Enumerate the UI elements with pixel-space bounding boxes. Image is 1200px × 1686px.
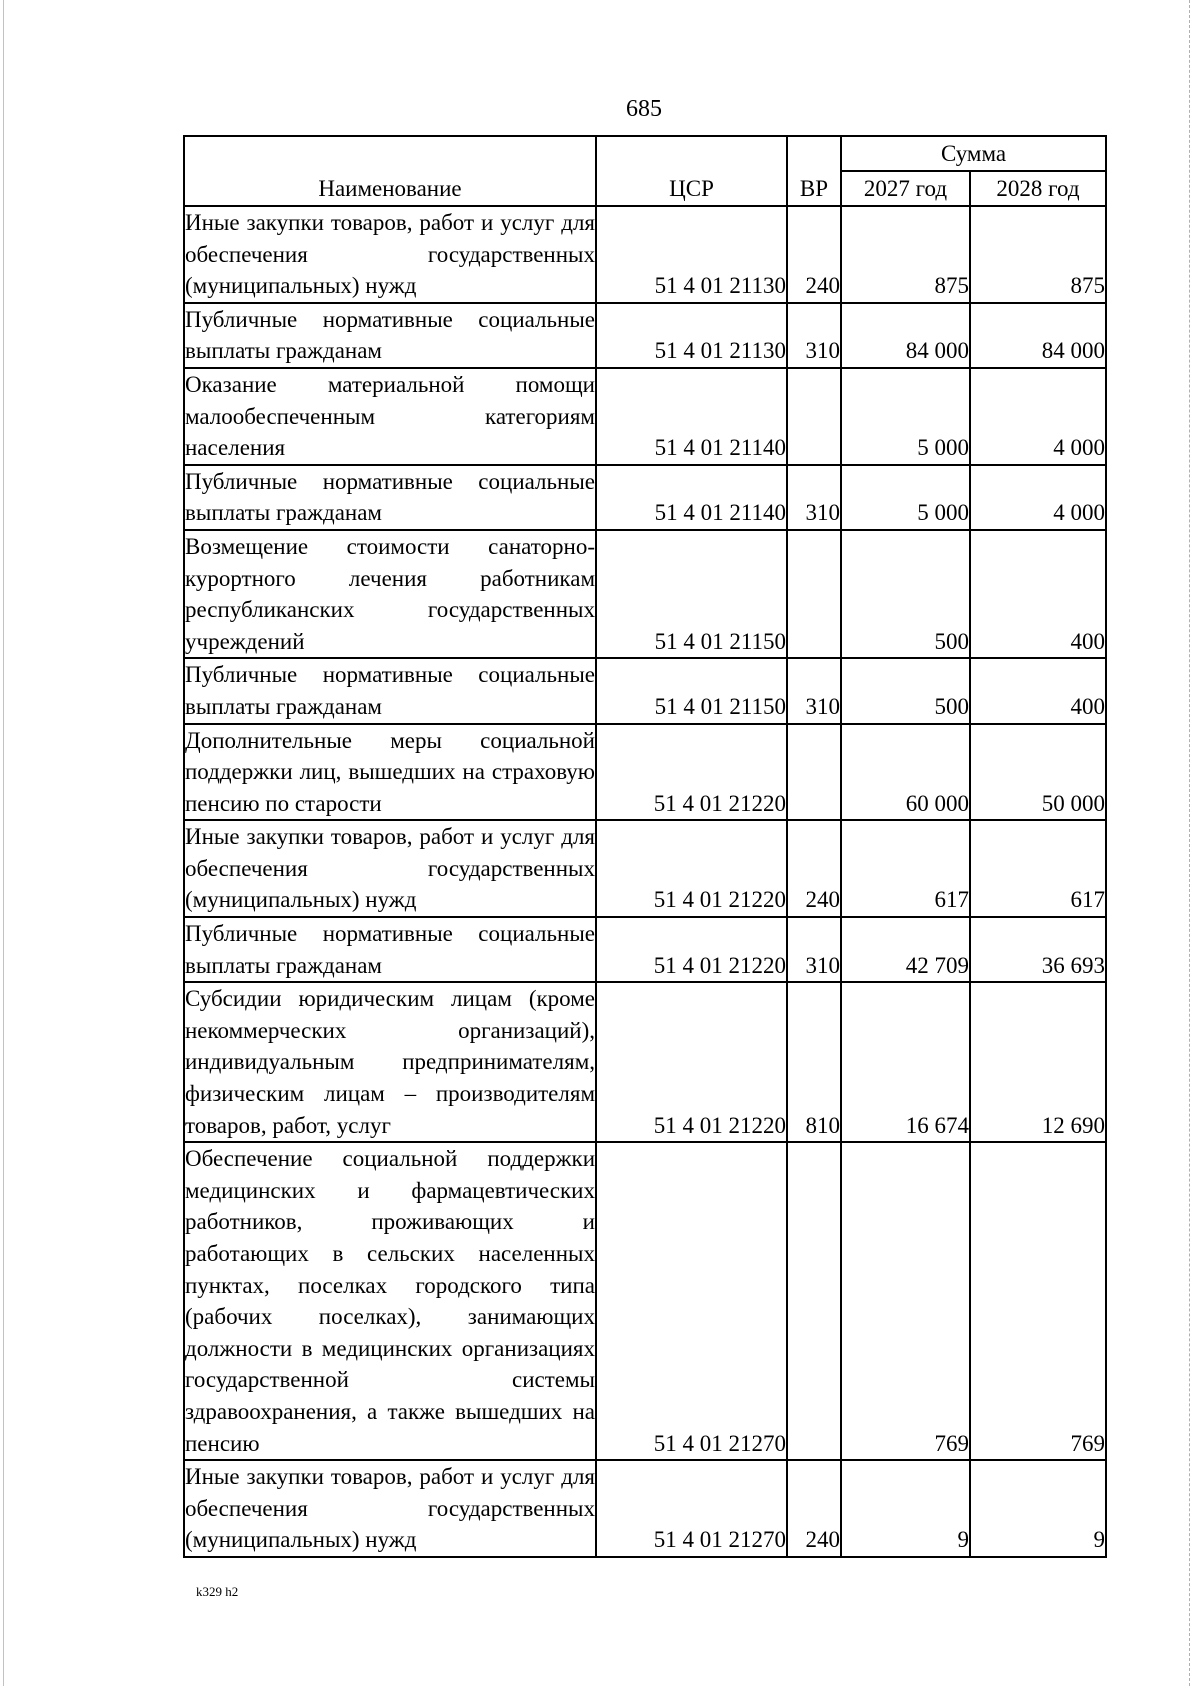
table-row: [184, 1460, 1106, 1557]
budget-table: [183, 135, 1107, 1558]
row-name: Дополнительные меры социальной поддержки лиц, вышедших на страховую пенсию по старости: [184, 724, 596, 821]
scan-edge-right: [1189, 0, 1190, 1686]
header-year-2028: 2028 год: [970, 171, 1106, 206]
row-vr: 240: [787, 206, 841, 303]
header-year-2027: 2027 год: [841, 171, 970, 206]
header-name: Наименование: [184, 136, 596, 206]
row-amount-2028: 400: [970, 530, 1106, 658]
row-vr: [787, 1142, 841, 1460]
table-row: [184, 917, 1106, 982]
table-row: [184, 1142, 1106, 1460]
row-name: Возмещение стоимости санаторно-курортного лечения работникам республиканских государственных учреждений: [184, 530, 596, 658]
row-csr: 51 4 01 21150: [596, 658, 787, 723]
row-name: Оказание материальной помощи малообеспеченным категориям населения: [184, 368, 596, 465]
table-row: [184, 658, 1106, 723]
row-csr: 51 4 01 21140: [596, 465, 787, 530]
row-amount-2028: 36 693: [970, 917, 1106, 982]
row-amount-2027: 500: [841, 658, 970, 723]
header-csr: ЦСР: [596, 136, 787, 206]
table-row: [184, 530, 1106, 658]
row-csr: 51 4 01 21130: [596, 206, 787, 303]
row-amount-2027: 5 000: [841, 465, 970, 530]
row-amount-2028: 4 000: [970, 465, 1106, 530]
row-amount-2027: 500: [841, 530, 970, 658]
row-name: Иные закупки товаров, работ и услуг для обеспечения государственных (муниципальных) нужд: [184, 206, 596, 303]
row-amount-2027: 5 000: [841, 368, 970, 465]
row-csr: 51 4 01 21270: [596, 1460, 787, 1557]
row-name: Иные закупки товаров, работ и услуг для обеспечения государственных (муниципальных) нужд: [184, 820, 596, 917]
row-amount-2027: 42 709: [841, 917, 970, 982]
row-name: Публичные нормативные социальные выплаты гражданам: [184, 303, 596, 368]
table-body: [184, 206, 1106, 1557]
row-name: Публичные нормативные социальные выплаты гражданам: [184, 658, 596, 723]
row-amount-2028: 84 000: [970, 303, 1106, 368]
row-amount-2027: 875: [841, 206, 970, 303]
row-amount-2027: 84 000: [841, 303, 970, 368]
row-amount-2028: 400: [970, 658, 1106, 723]
row-vr: 310: [787, 917, 841, 982]
scan-edge-left: [3, 0, 4, 1686]
table-row: [184, 982, 1106, 1142]
row-vr: 310: [787, 303, 841, 368]
row-amount-2028: 50 000: [970, 724, 1106, 821]
table-row: [184, 465, 1106, 530]
header-sum: Сумма: [841, 136, 1106, 171]
table-row: [184, 368, 1106, 465]
row-amount-2028: 875: [970, 206, 1106, 303]
row-vr: 240: [787, 820, 841, 917]
page-number: 685: [626, 96, 662, 122]
row-name: Субсидии юридическим лицам (кроме некоммерческих организаций), индивидуальным предпринимателям, физическим лицам – производителям товаров, работ, услуг: [184, 982, 596, 1142]
row-name: Обеспечение социальной поддержки медицинских и фармацевтических работников, проживающих и работающих в сельских населенных пунктах, поселках городского типа (рабочих поселках), занимающих должности в медицинских организациях государственной системы здравоохранения, а также вышедших на пенсию: [184, 1142, 596, 1460]
row-csr: 51 4 01 21220: [596, 982, 787, 1142]
row-amount-2027: 16 674: [841, 982, 970, 1142]
row-amount-2028: 9: [970, 1460, 1106, 1557]
row-csr: 51 4 01 21140: [596, 368, 787, 465]
row-amount-2028: 769: [970, 1142, 1106, 1460]
table-row: [184, 303, 1106, 368]
footer-code: k329 h2: [196, 1584, 239, 1599]
row-vr: 240: [787, 1460, 841, 1557]
row-amount-2027: 617: [841, 820, 970, 917]
table-row: [184, 724, 1106, 821]
row-vr: 310: [787, 465, 841, 530]
row-name: Публичные нормативные социальные выплаты гражданам: [184, 917, 596, 982]
row-vr: 810: [787, 982, 841, 1142]
row-vr: 310: [787, 658, 841, 723]
row-amount-2028: 617: [970, 820, 1106, 917]
table-row: [184, 206, 1106, 303]
row-csr: 51 4 01 21150: [596, 530, 787, 658]
row-amount-2028: 12 690: [970, 982, 1106, 1142]
row-csr: 51 4 01 21220: [596, 917, 787, 982]
row-vr: [787, 724, 841, 821]
row-name: Публичные нормативные социальные выплаты гражданам: [184, 465, 596, 530]
row-amount-2027: 9: [841, 1460, 970, 1557]
row-amount-2027: 769: [841, 1142, 970, 1460]
table-row: [184, 820, 1106, 917]
row-vr: [787, 368, 841, 465]
row-csr: 51 4 01 21220: [596, 724, 787, 821]
row-csr: 51 4 01 21220: [596, 820, 787, 917]
row-amount-2028: 4 000: [970, 368, 1106, 465]
row-csr: 51 4 01 21130: [596, 303, 787, 368]
header-vr: ВР: [787, 136, 841, 206]
table-header: [184, 136, 1106, 206]
row-name: Иные закупки товаров, работ и услуг для обеспечения государственных (муниципальных) нужд: [184, 1460, 596, 1557]
row-csr: 51 4 01 21270: [596, 1142, 787, 1460]
row-vr: [787, 530, 841, 658]
row-amount-2027: 60 000: [841, 724, 970, 821]
